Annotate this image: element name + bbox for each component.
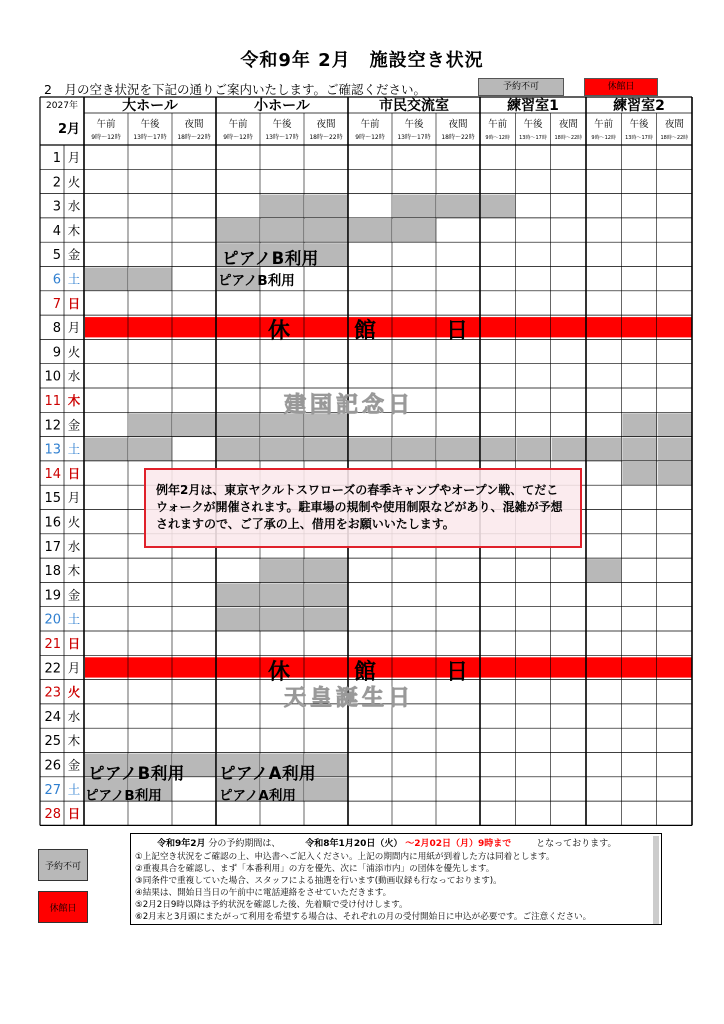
day-number-18: 18 bbox=[44, 564, 61, 580]
weekday-18: 木 bbox=[67, 563, 81, 579]
day-number-5: 5 bbox=[52, 248, 61, 264]
unavailable-cell-6-0 bbox=[85, 268, 128, 291]
unavailable-cell-3-5 bbox=[305, 195, 348, 218]
piano-b-label-27: ピアノB利用 bbox=[85, 788, 162, 804]
slot-label-1: 午後 bbox=[140, 119, 160, 130]
side-legend-unavailable: 予約不可 bbox=[38, 849, 88, 881]
closed-char-1-day22: 休 bbox=[268, 660, 293, 685]
day-number-22: 22 bbox=[44, 661, 61, 677]
weekday-17: 水 bbox=[67, 538, 81, 554]
time-range-1: 13時～17時 bbox=[133, 134, 167, 141]
slot-label-7: 午後 bbox=[404, 119, 424, 130]
closed-char-3-day22: 日 bbox=[446, 660, 471, 685]
legend-unavailable: 予約不可 bbox=[478, 78, 564, 96]
weekday-3: 水 bbox=[67, 198, 81, 214]
reservation-info bbox=[130, 833, 662, 925]
weekday-25: 木 bbox=[67, 733, 81, 749]
time-range-2: 18時～22時 bbox=[177, 134, 211, 141]
unavailable-cell-12-2 bbox=[173, 413, 216, 436]
day-number-7: 7 bbox=[52, 296, 61, 312]
weekday-21: 日 bbox=[67, 636, 81, 651]
reservation-note-3: ③同条件で重複していた場合、スタッフによる抽選を行います(動画収録も行なっております)。 bbox=[135, 876, 502, 886]
slot-label-3: 午前 bbox=[228, 119, 248, 130]
facility-name-1: 小ホール bbox=[254, 98, 310, 114]
day-number-16: 16 bbox=[44, 515, 61, 531]
day-number-20: 20 bbox=[44, 612, 61, 628]
day-number-1: 1 bbox=[52, 151, 61, 166]
time-range-4: 13時～17時 bbox=[265, 134, 299, 141]
unavailable-cell-19-4 bbox=[261, 583, 304, 606]
slot-label-10: 午後 bbox=[523, 119, 543, 130]
weekday-4: 木 bbox=[67, 222, 81, 238]
unavailable-cell-20-5 bbox=[305, 608, 348, 631]
day-number-27: 27 bbox=[44, 782, 61, 798]
weekday-22: 月 bbox=[67, 660, 81, 676]
day-number-6: 6 bbox=[52, 272, 61, 288]
piano-a-label-26: ピアノA利用 bbox=[219, 764, 316, 783]
day-number-28: 28 bbox=[44, 807, 61, 823]
unavailable-cell-4-6 bbox=[349, 219, 392, 242]
unavailable-cell-12-13 bbox=[622, 413, 656, 436]
weekday-5: 金 bbox=[67, 247, 81, 263]
weekday-19: 金 bbox=[67, 587, 81, 603]
time-range-0: 9時～12時 bbox=[91, 134, 121, 141]
day-number-12: 12 bbox=[44, 418, 61, 434]
unavailable-cell-20-4 bbox=[261, 608, 304, 631]
unavailable-cell-18-4 bbox=[261, 559, 304, 582]
day-number-2: 2 bbox=[52, 175, 61, 191]
time-range-10: 13時～17時 bbox=[519, 135, 547, 141]
weekday-11: 木 bbox=[67, 393, 81, 408]
unavailable-cell-13-14 bbox=[658, 438, 692, 461]
day-number-24: 24 bbox=[44, 709, 61, 725]
day-number-25: 25 bbox=[44, 734, 61, 750]
weekday-8: 月 bbox=[67, 320, 81, 336]
time-range-5: 18時～22時 bbox=[309, 134, 343, 141]
reservation-month: 令和9年2月 bbox=[157, 839, 206, 849]
unavailable-cell-13-10 bbox=[516, 438, 550, 461]
holiday-name-23: 天皇誕生日 bbox=[284, 686, 415, 711]
day-number-10: 10 bbox=[44, 369, 61, 385]
weekday-23: 火 bbox=[67, 684, 81, 700]
time-range-6: 9時～12時 bbox=[355, 134, 385, 141]
weekday-15: 月 bbox=[67, 490, 81, 506]
time-range-14: 18時～22時 bbox=[660, 135, 689, 141]
facility-name-0: 大ホール bbox=[122, 98, 178, 114]
unavailable-cell-14-14 bbox=[658, 462, 692, 485]
time-range-8: 18時～22時 bbox=[441, 134, 475, 141]
weekday-28: 日 bbox=[67, 806, 81, 822]
day-number-17: 17 bbox=[44, 539, 61, 555]
day-number-14: 14 bbox=[44, 466, 61, 482]
closed-char-1-day8: 休 bbox=[268, 319, 293, 344]
unavailable-cell-13-8 bbox=[437, 438, 480, 461]
unavailable-cell-12-3 bbox=[217, 413, 260, 436]
unavailable-cell-13-3 bbox=[217, 438, 260, 461]
weekday-14: 日 bbox=[67, 465, 81, 481]
day-number-19: 19 bbox=[44, 588, 61, 604]
day-number-26: 26 bbox=[44, 758, 61, 774]
weekday-10: 水 bbox=[67, 368, 81, 384]
reservation-note-6: ⑥2月末と3月頭にまたがって利用を希望する場合は、それぞれの月の受付開始日に申込が必要です。ご注意ください。 bbox=[135, 912, 592, 922]
unavailable-cell-18-5 bbox=[305, 559, 348, 582]
slot-label-9: 午前 bbox=[488, 119, 508, 130]
weekday-13: 土 bbox=[67, 441, 81, 457]
reservation-text-1: 分の予約期間は、 bbox=[208, 839, 281, 849]
unavailable-cell-12-1 bbox=[129, 413, 172, 436]
day-number-21: 21 bbox=[44, 637, 61, 652]
slot-label-5: 夜間 bbox=[316, 119, 336, 130]
unavailable-cell-13-12 bbox=[587, 438, 621, 461]
time-range-7: 13時～17時 bbox=[397, 134, 431, 141]
unavailable-cell-13-7 bbox=[393, 438, 436, 461]
unavailable-cell-6-1 bbox=[129, 268, 172, 291]
slot-label-6: 午前 bbox=[360, 119, 380, 130]
time-range-13: 13時～17時 bbox=[625, 135, 653, 141]
unavailable-cell-13-1 bbox=[129, 438, 172, 461]
closed-char-2-day8: 館 bbox=[354, 319, 379, 344]
side-legend-closed: 休館日 bbox=[38, 891, 88, 923]
day-number-3: 3 bbox=[52, 199, 61, 215]
closed-char-3-day8: 日 bbox=[446, 319, 471, 344]
day-number-4: 4 bbox=[52, 223, 61, 239]
weekday-27: 土 bbox=[67, 781, 81, 797]
unavailable-cell-13-0 bbox=[85, 438, 128, 461]
notice-box bbox=[144, 468, 582, 548]
notice-text: 例年2月は、東京ヤクルトスワローズの春季キャンプやオープン戦、てだこウォークが開催されます。駐車場の規制や使用制限などがあり、混雑が予想されますので、ご了承の上、借用をお願いいたします。 bbox=[156, 483, 563, 531]
unavailable-cell-4-7 bbox=[393, 219, 436, 242]
month-label: 2月 bbox=[57, 122, 81, 137]
unavailable-cell-3-7 bbox=[393, 195, 436, 218]
reservation-text-2: となっております。 bbox=[536, 839, 617, 849]
unavailable-cell-18-12 bbox=[587, 559, 621, 582]
closed-bar-22 bbox=[85, 657, 692, 677]
weekday-20: 土 bbox=[67, 611, 81, 627]
facility-name-3: 練習室1 bbox=[507, 98, 559, 114]
unavailable-cell-13-9 bbox=[481, 438, 515, 461]
unavailable-cell-19-3 bbox=[217, 583, 260, 606]
weekday-12: 金 bbox=[67, 417, 81, 433]
day-number-11: 11 bbox=[44, 394, 61, 409]
closed-bar-8 bbox=[85, 317, 692, 337]
reservation-note-4: ④結果は、開始日当日の午前中に電話連絡をさせていただきます。 bbox=[135, 888, 392, 898]
piano-a-label-27: ピアノA利用 bbox=[219, 788, 296, 804]
piano-b-label-5: ピアノB利用 bbox=[222, 249, 319, 268]
slot-label-8: 夜間 bbox=[448, 119, 468, 130]
piano-b-label-26: ピアノB利用 bbox=[88, 764, 185, 783]
reservation-note-2: ②重複具合を確認し、まず「本番利用」の方を優先、次に「浦添市内」の団体を優先します。 bbox=[135, 864, 495, 874]
unavailable-cell-4-5 bbox=[305, 219, 348, 242]
weekday-16: 火 bbox=[67, 514, 81, 530]
reservation-note-1: ①上記空き状況をご確認の上、申込書へご記入ください。上記の期間内に用紙が到着した方は同着とします。 bbox=[135, 852, 555, 862]
weekday-1: 月 bbox=[67, 150, 81, 165]
weekday-24: 水 bbox=[67, 708, 81, 724]
unavailable-cell-12-14 bbox=[658, 413, 692, 436]
year-label: 2027年 bbox=[46, 101, 78, 111]
reservation-note-5: ⑤2月2日9時以降は予約状況を確認した後、先着順で受け付けします。 bbox=[135, 900, 408, 910]
slot-label-13: 午後 bbox=[629, 119, 649, 130]
unavailable-cell-14-13 bbox=[622, 462, 656, 485]
day-number-9: 9 bbox=[52, 345, 61, 361]
unavailable-cell-13-4 bbox=[261, 438, 304, 461]
time-range-12: 9時～12時 bbox=[591, 135, 616, 141]
unavailable-cell-13-6 bbox=[349, 438, 392, 461]
slot-label-4: 午後 bbox=[272, 119, 292, 130]
day-number-15: 15 bbox=[44, 491, 61, 507]
intro-text: 2 月の空き状況を下記の通りご案内いたします。ご確認ください。 bbox=[44, 82, 426, 97]
slot-label-14: 夜間 bbox=[664, 119, 684, 130]
closed-char-2-day22: 館 bbox=[354, 660, 379, 685]
facility-name-4: 練習室2 bbox=[613, 98, 665, 114]
unavailable-cell-19-5 bbox=[305, 583, 348, 606]
holiday-name-11: 建国記念日 bbox=[284, 393, 415, 418]
reservation-period bbox=[135, 836, 657, 849]
box-shadow bbox=[653, 836, 659, 924]
time-range-3: 9時～12時 bbox=[223, 134, 253, 141]
unavailable-cell-3-9 bbox=[481, 195, 515, 218]
weekday-2: 火 bbox=[67, 174, 81, 190]
time-range-9: 9時～12時 bbox=[485, 135, 510, 141]
slot-label-11: 夜間 bbox=[558, 119, 578, 130]
time-range-11: 18時～22時 bbox=[554, 135, 583, 141]
unavailable-cell-4-4 bbox=[261, 219, 304, 242]
legend-closed: 休館日 bbox=[584, 78, 658, 96]
facility-name-2: 市民交流室 bbox=[379, 98, 449, 114]
weekday-6: 土 bbox=[67, 271, 81, 287]
weekday-7: 日 bbox=[67, 295, 81, 311]
day-number-8: 8 bbox=[52, 321, 61, 337]
unavailable-cell-3-8 bbox=[437, 195, 480, 218]
weekday-9: 火 bbox=[67, 344, 81, 360]
unavailable-cell-4-3 bbox=[217, 219, 260, 242]
weekday-26: 金 bbox=[67, 757, 81, 773]
slot-label-0: 午前 bbox=[96, 119, 116, 130]
unavailable-cell-13-11 bbox=[552, 438, 586, 461]
reservation-start: 令和8年1月20日（火） bbox=[305, 839, 403, 849]
day-number-13: 13 bbox=[44, 442, 61, 458]
slot-label-12: 午前 bbox=[594, 119, 614, 130]
day-number-23: 23 bbox=[44, 685, 61, 701]
unavailable-cell-3-4 bbox=[261, 195, 304, 218]
unavailable-cell-13-5 bbox=[305, 438, 348, 461]
unavailable-cell-13-13 bbox=[622, 438, 656, 461]
unavailable-cell-20-3 bbox=[217, 608, 260, 631]
page-title: 令和9年 2月 施設空き状況 bbox=[240, 50, 484, 71]
slot-label-2: 夜間 bbox=[184, 119, 204, 130]
reservation-end: ～2月02日（月）9時まで bbox=[405, 839, 512, 849]
piano-b-label-6: ピアノB利用 bbox=[218, 273, 295, 289]
